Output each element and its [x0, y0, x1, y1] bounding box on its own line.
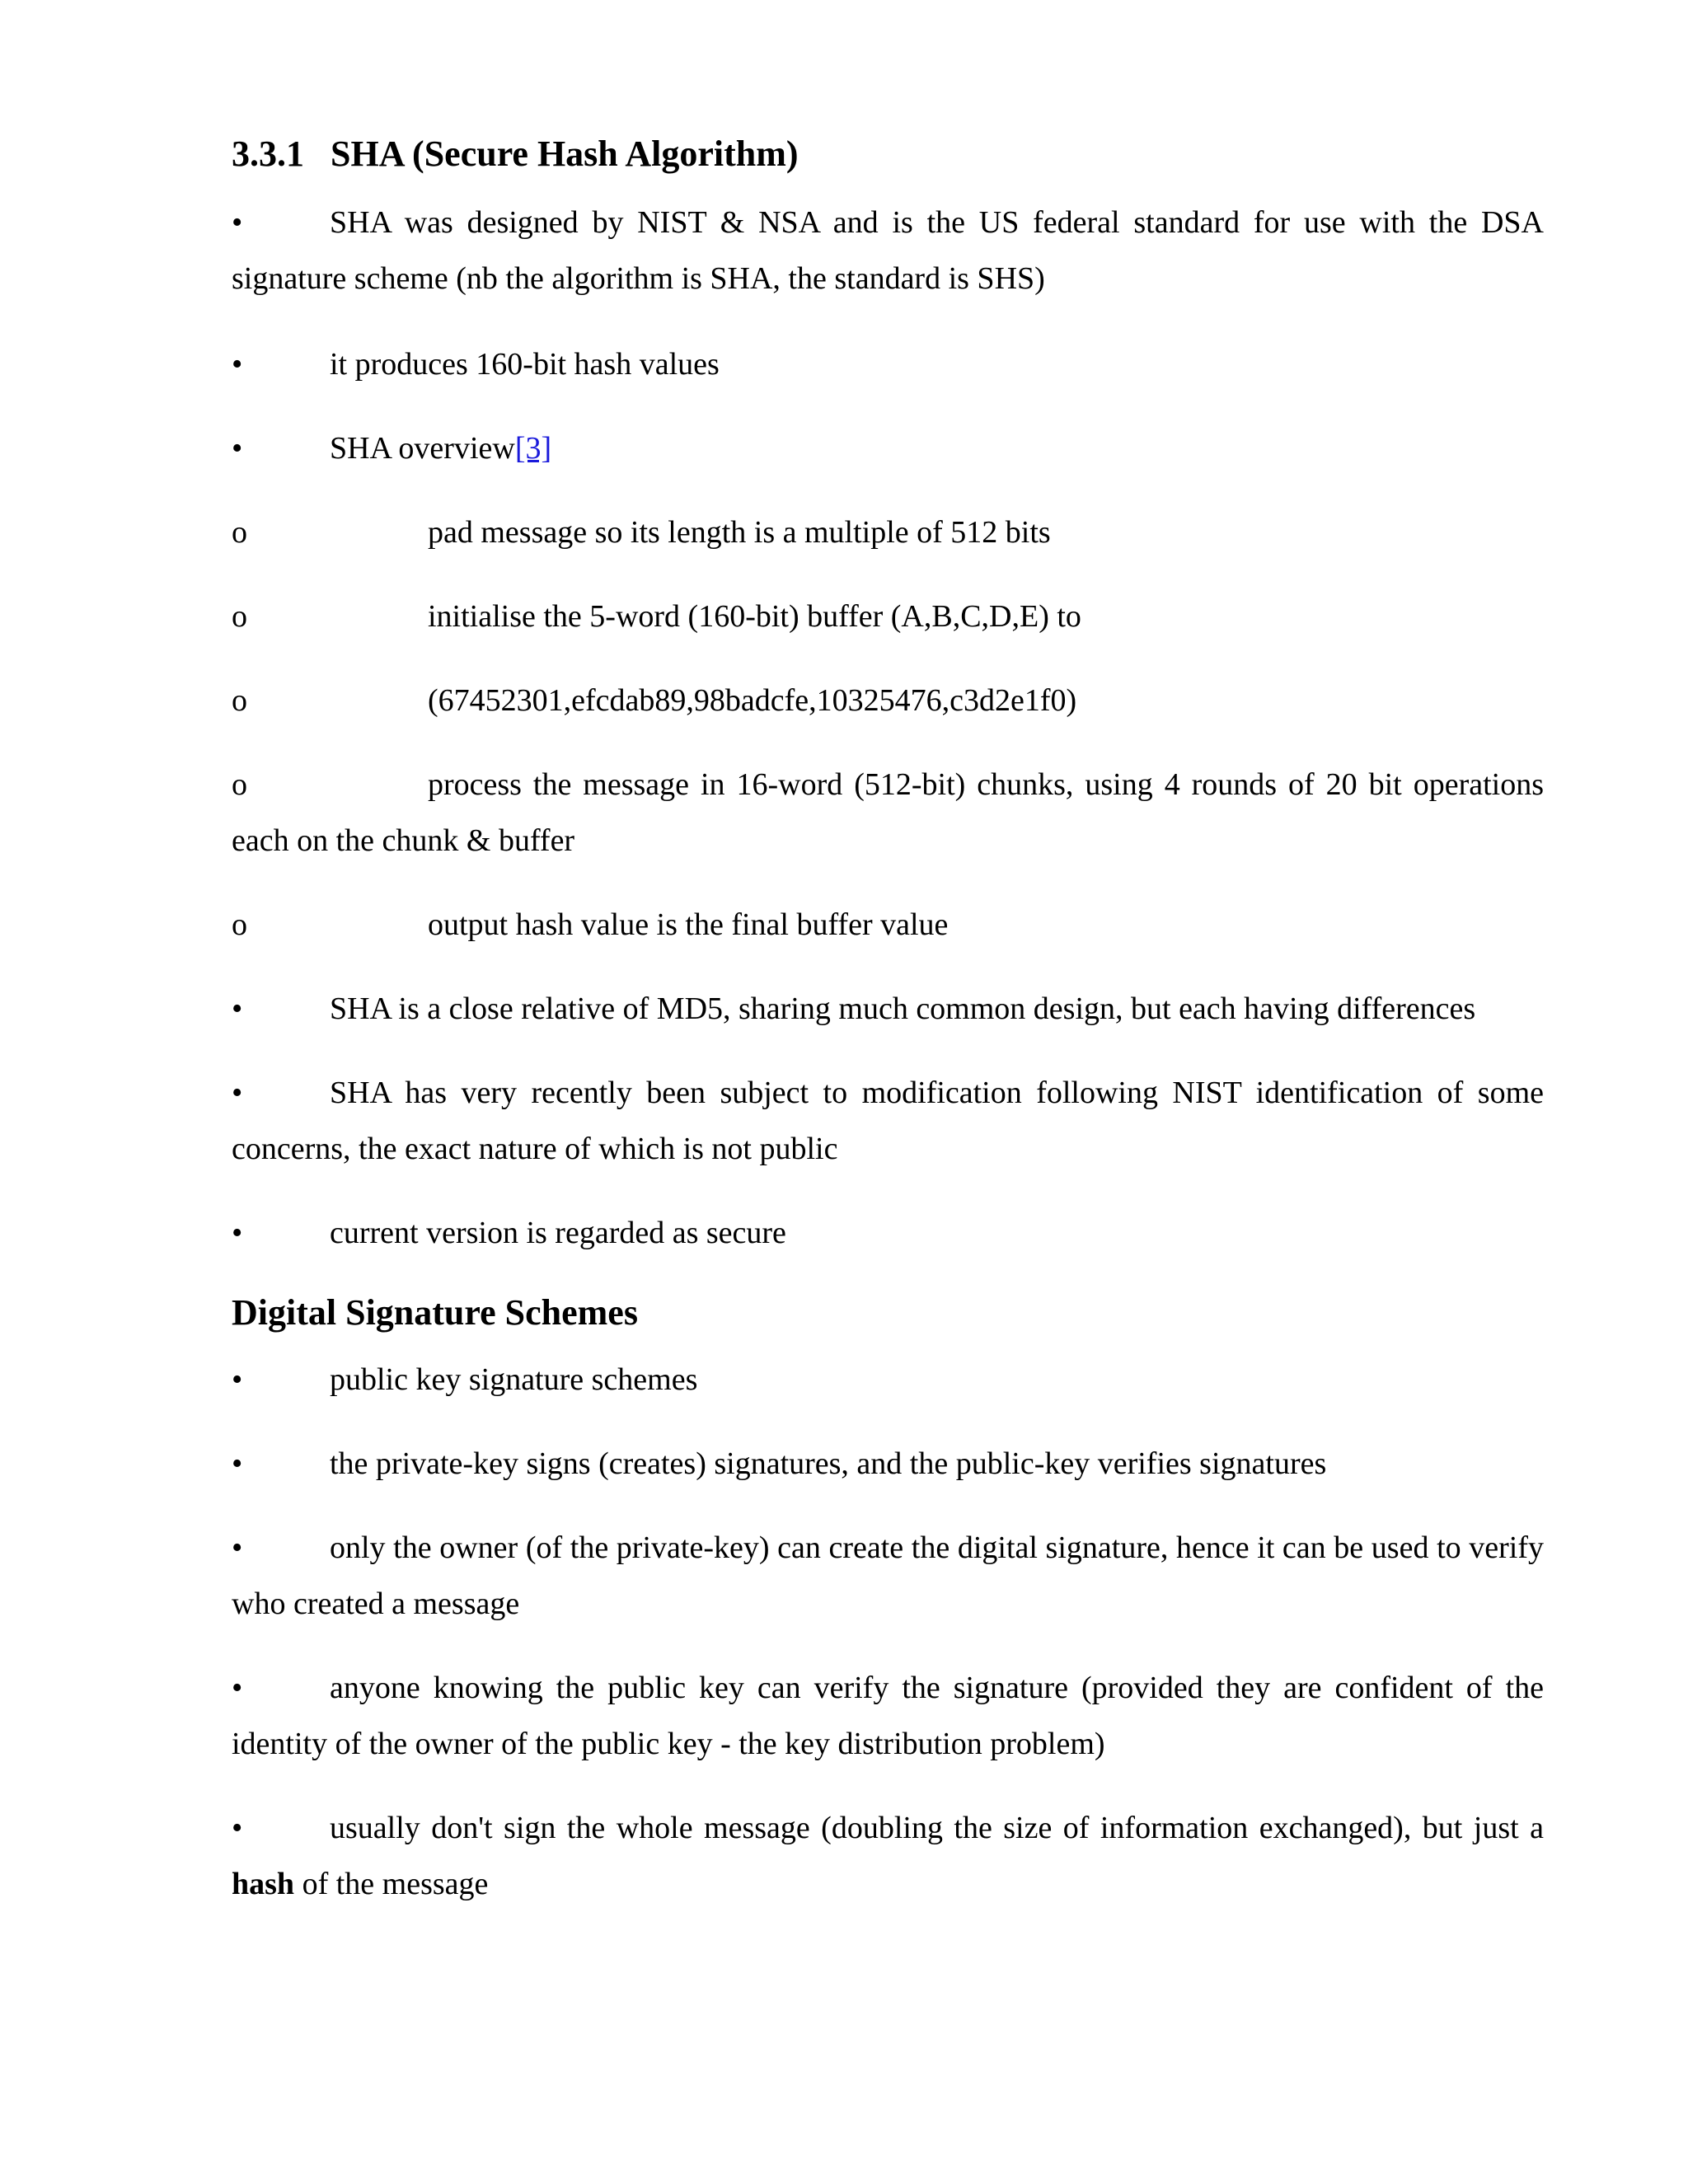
- list-item-text: process the message in 16-word (512-bit) chunks, using 4 rounds of 20 bit operations each on the chunk & buffer: [232, 767, 1544, 858]
- circle-bullet-icon: o: [232, 907, 247, 942]
- sub-list-item: [232, 673, 1544, 729]
- list-item-text: current version is regarded as secure: [330, 1216, 786, 1250]
- list-item-text: SHA is a close relative of MD5, sharing much common design, but each having differences: [330, 991, 1476, 1026]
- bullet-icon: •: [232, 205, 243, 240]
- list-item-text-after: of the message: [302, 1867, 489, 1901]
- list-item-text: SHA was designed by NIST & NSA and is the US federal standard for use with the DSA signature scheme (nb the algorithm is SHA, the standard is SHS): [232, 205, 1544, 296]
- section-title: Digital Signature Schemes: [232, 1292, 638, 1333]
- bullet-icon: •: [232, 431, 243, 466]
- reference-link[interactable]: [3]: [514, 431, 552, 466]
- list-item: [232, 1660, 1544, 1772]
- list-item: [232, 1205, 1544, 1261]
- circle-bullet-icon: o: [232, 767, 247, 802]
- bullet-icon: •: [232, 347, 243, 382]
- sub-list-item: [232, 504, 1544, 560]
- list-item-text: SHA overview: [330, 431, 515, 466]
- list-item: [232, 981, 1544, 1037]
- section-number: 3.3.1: [232, 134, 304, 174]
- bullet-icon: •: [232, 1216, 243, 1250]
- list-item-text: public key signature schemes: [330, 1362, 698, 1397]
- list-item-text: only the owner (of the private-key) can create the digital signature, hence it can be used to verify who created a message: [232, 1530, 1544, 1621]
- section-heading-sha: [232, 132, 799, 176]
- list-item-text: it produces 160-bit hash values: [330, 347, 720, 382]
- list-item-text: pad message so its length is a multiple of 512 bits: [428, 515, 1051, 550]
- circle-bullet-icon: o: [232, 683, 247, 718]
- list-item: [232, 420, 1544, 476]
- circle-bullet-icon: o: [232, 515, 247, 550]
- bullet-icon: •: [232, 1362, 243, 1397]
- list-item: [232, 1800, 1544, 1912]
- list-item-text: anyone knowing the public key can verify the signature (provided they are confident of the identity of the owner of the public key - the key distribution problem): [232, 1671, 1544, 1761]
- list-item-text: SHA has very recently been subject to modification following NIST identification of some concerns, the exact nature of which is not public: [232, 1076, 1544, 1166]
- section-title: SHA (Secure Hash Algorithm): [331, 134, 799, 174]
- list-item: [232, 1352, 1544, 1408]
- circle-bullet-icon: o: [232, 599, 247, 634]
- sub-list-item: [232, 897, 1544, 953]
- list-item-text: usually don't sign the whole message (doubling the size of information exchanged), but just a: [330, 1811, 1544, 1845]
- list-item: [232, 1436, 1544, 1492]
- bullet-icon: •: [232, 991, 243, 1026]
- list-item-text: the private-key signs (creates) signatures, and the public-key verifies signatures: [330, 1446, 1327, 1481]
- section-heading-digital-signature: [232, 1291, 638, 1335]
- list-item: [232, 1520, 1544, 1632]
- bullet-icon: •: [232, 1530, 243, 1565]
- list-item-text: initialise the 5-word (160-bit) buffer (A,B,C,D,E) to: [428, 599, 1081, 634]
- sub-list-item: [232, 757, 1544, 869]
- bullet-icon: •: [232, 1076, 243, 1110]
- bullet-icon: •: [232, 1811, 243, 1845]
- list-item: [232, 336, 1544, 392]
- list-item-text: output hash value is the final buffer value: [428, 907, 949, 942]
- bullet-icon: •: [232, 1671, 243, 1705]
- list-item-text: (67452301,efcdab89,98badcfe,10325476,c3d2e1f0): [428, 683, 1077, 718]
- list-item: [232, 194, 1544, 307]
- bullet-icon: •: [232, 1446, 243, 1481]
- emphasis-text: hash: [232, 1867, 295, 1901]
- list-item: [232, 1065, 1544, 1177]
- sub-list-item: [232, 588, 1544, 644]
